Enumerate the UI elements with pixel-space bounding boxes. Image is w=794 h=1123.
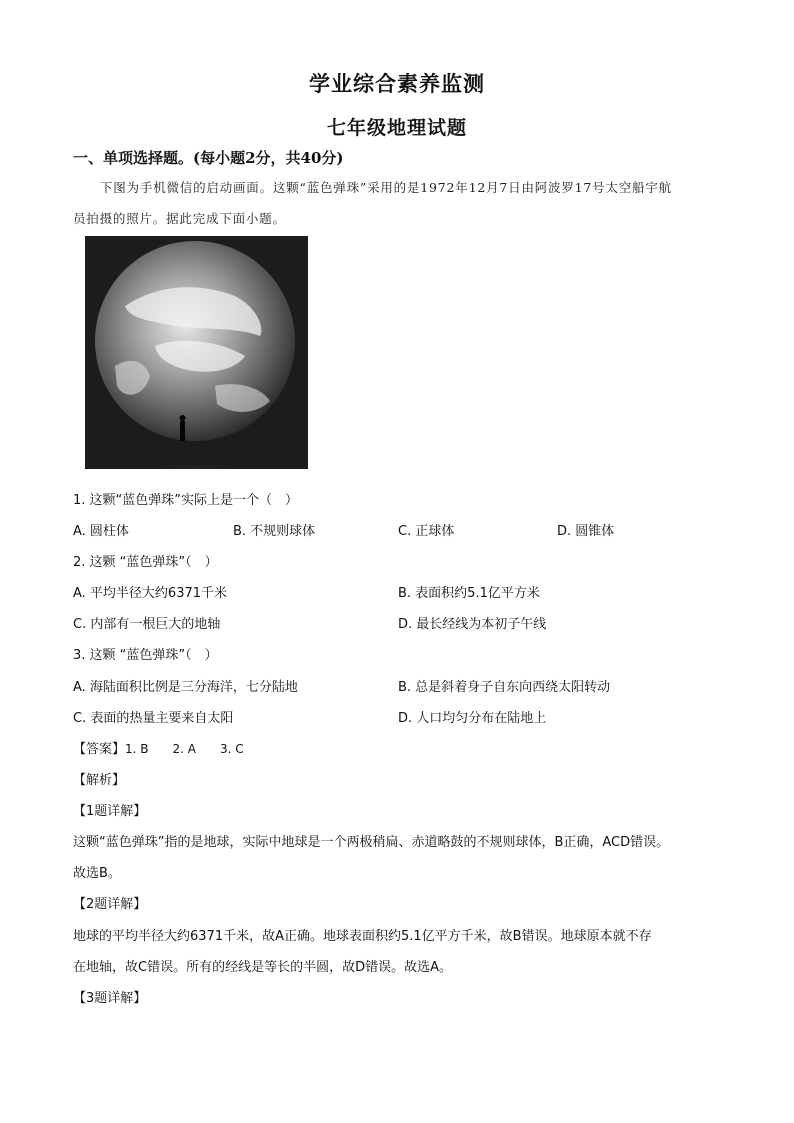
intro-line-1: 下图为手机微信的启动画面。这颗“蓝色弹珠”采用的是1972年12月7日由阿波罗17号太空船宇航: [100, 180, 672, 195]
earth-image: [85, 236, 308, 469]
question-3-stem: 3. 这颗 “蓝色弹珠”（ ）: [73, 648, 218, 663]
detail-1-line-1: 这颗“蓝色弹珠”指的是地球，实际中地球是一个两极稍扁、赤道略鼓的不规则球体，B正确，ACD错误。: [73, 835, 670, 850]
section-heading: 一、单项选择题。(每小题2分，共40分): [73, 149, 344, 167]
question-1-stem: 1. 这颗“蓝色弹珠”实际上是一个（ ）: [73, 493, 299, 508]
blue-marble-photo: [85, 236, 308, 469]
question-2-option-a: A. 平均半径大约6371千米: [73, 586, 228, 601]
question-2-stem: 2. 这颗 “蓝色弹珠”（ ）: [73, 555, 218, 570]
detail-2-line-1: 地球的平均半径大约6371千米，故A正确。地球表面积约5.1亿平方千米，故B错误。地球原本就不存: [73, 929, 652, 944]
answer-label: 【答案】: [73, 742, 126, 757]
question-1-option-c: C. 正球体: [398, 524, 455, 539]
answer-values: 1. B 2. A 3. C: [125, 742, 244, 756]
analysis-label: 【解析】: [73, 773, 126, 788]
question-2-option-d: D. 最长经线为本初子午线: [398, 617, 547, 632]
detail-3-label: 【3题详解】: [73, 991, 147, 1006]
question-1-option-d: D. 圆锥体: [557, 524, 615, 539]
detail-1-line-2: 故选B。: [73, 866, 121, 881]
question-2-option-c: C. 内部有一根巨大的地轴: [73, 617, 221, 632]
detail-1-label: 【1题详解】: [73, 804, 147, 819]
question-1-option-b: B. 不规则球体: [233, 524, 316, 539]
question-3-option-b: B. 总是斜着身子自东向西绕太阳转动: [398, 680, 611, 695]
exam-subtitle: 七年级地理试题: [326, 117, 467, 139]
question-2-option-b: B. 表面积约5.1亿平方米: [398, 586, 540, 601]
exam-title: 学业综合素养监测: [309, 71, 485, 96]
intro-line-2: 员拍摄的照片。据此完成下面小题。: [73, 211, 286, 226]
question-1-option-a: A. 圆柱体: [73, 524, 129, 539]
answer-row: [73, 738, 244, 757]
question-3-option-a: A. 海陆面积比例是三分海洋，七分陆地: [73, 680, 298, 695]
question-3-option-d: D. 人口均匀分布在陆地上: [398, 711, 547, 726]
detail-2-line-2: 在地轴，故C错误。所有的经线是等长的半圆，故D错误。故选A。: [73, 960, 452, 975]
detail-2-label: 【2题详解】: [73, 897, 147, 912]
question-3-option-c: C. 表面的热量主要来自太阳: [73, 711, 234, 726]
